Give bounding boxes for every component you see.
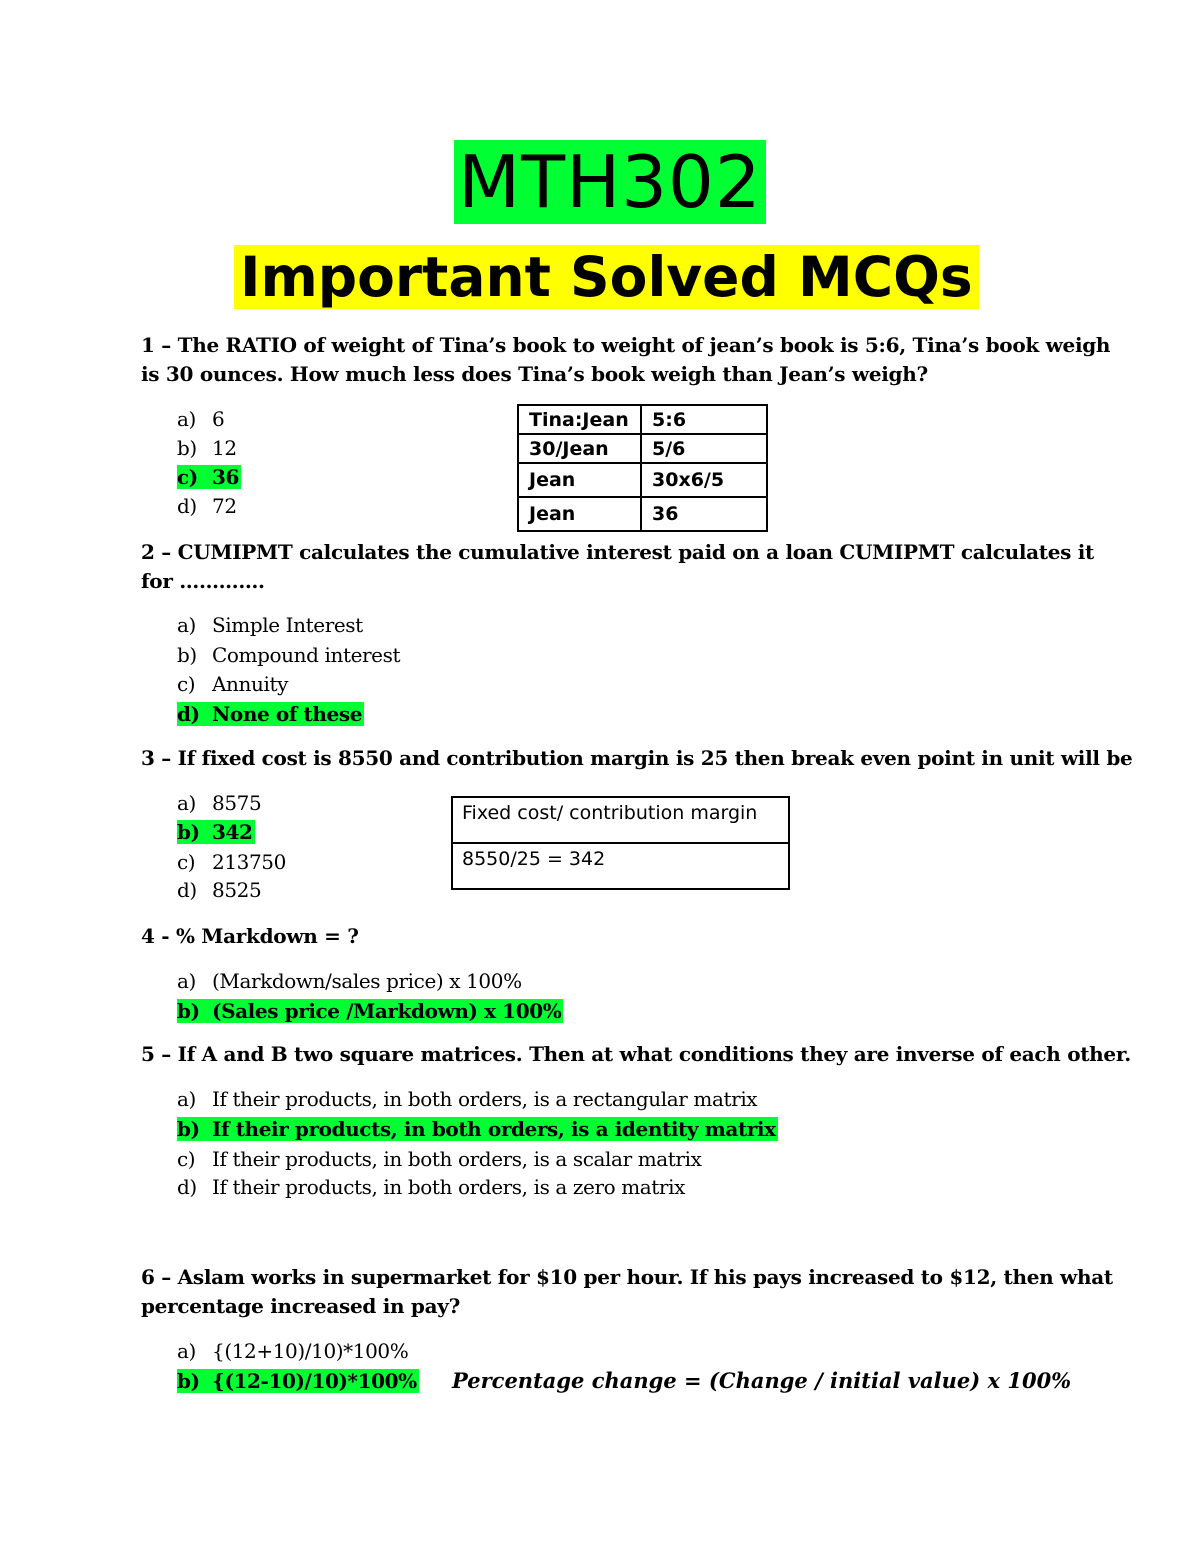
table-cell-text: 8550/25 = 342 xyxy=(462,848,606,870)
option-letter: d) xyxy=(177,1175,197,1199)
table-cell xyxy=(452,797,789,843)
option-letter: b) xyxy=(177,1369,200,1393)
option xyxy=(177,670,288,699)
question-3 xyxy=(141,744,1133,773)
option xyxy=(177,1337,408,1366)
question-text-line: percentage increased in pay? xyxy=(141,1294,461,1318)
option-text: None of these xyxy=(212,702,363,726)
question-text-line: 1 – The RATIO of weight of Tina’s book to weight of jean’s book is 5:6, Tina’s book weigh xyxy=(141,333,1111,357)
table-cell: 36 xyxy=(641,497,767,531)
option-text: {(12-10)/10)*100% xyxy=(212,1369,417,1393)
option-letter: c) xyxy=(177,850,196,874)
option-correct xyxy=(177,700,364,729)
option-text: 342 xyxy=(212,820,253,844)
option-text: If their products, in both orders, is a rectangular matrix xyxy=(212,1087,758,1111)
option-letter: b) xyxy=(177,436,197,460)
option-letter: d) xyxy=(177,494,197,518)
option-letter: b) xyxy=(177,820,200,844)
document-subtitle: Important Solved MCQs xyxy=(234,245,979,309)
table-cell: 30/Jean xyxy=(518,434,641,463)
option xyxy=(177,848,286,877)
option-text: 8575 xyxy=(212,791,262,815)
ratio-table xyxy=(517,404,768,532)
option-text: 12 xyxy=(212,436,237,460)
table-cell-text: Fixed cost/ contribution margin xyxy=(462,802,758,824)
question-text-line: is 30 ounces. How much less does Tina’s book weigh than Jean’s weigh? xyxy=(141,362,928,386)
option-letter: a) xyxy=(177,969,196,993)
table-cell: 5:6 xyxy=(641,405,767,434)
option-letter: d) xyxy=(177,878,197,902)
question-text-line: 3 – If fixed cost is 8550 and contribution margin is 25 then break even point in unit will be xyxy=(141,746,1133,770)
option-letter: a) xyxy=(177,407,196,431)
option xyxy=(177,641,400,670)
option xyxy=(177,1145,701,1174)
option-letter: b) xyxy=(177,1117,200,1141)
question-4 xyxy=(141,922,1071,951)
table-cell xyxy=(452,843,789,889)
option-correct xyxy=(177,818,255,847)
table-cell: 30x6/5 xyxy=(641,463,767,497)
option-correct xyxy=(177,1115,778,1144)
question-6 xyxy=(141,1263,1113,1321)
percentage-change-formula: Percentage change = (Change / initial value) x 100% xyxy=(452,1368,1072,1393)
option-letter: b) xyxy=(177,643,197,667)
table-cell: Tina:Jean xyxy=(518,405,641,434)
option-text: Compound interest xyxy=(212,643,401,667)
option xyxy=(177,405,224,434)
option xyxy=(177,789,261,818)
option-text: 6 xyxy=(212,407,225,431)
table-cell: 5/6 xyxy=(641,434,767,463)
option-text: 72 xyxy=(212,494,237,518)
option-text: 8525 xyxy=(212,878,262,902)
question-2 xyxy=(141,538,1094,596)
option xyxy=(177,876,261,905)
option-correct xyxy=(177,1367,419,1396)
option-letter: a) xyxy=(177,791,196,815)
question-text-line: for …………. xyxy=(141,569,265,593)
option-letter: c) xyxy=(177,1147,196,1171)
question-1 xyxy=(141,331,1111,389)
table-cell: Jean xyxy=(518,463,641,497)
option xyxy=(177,611,363,640)
option-letter: a) xyxy=(177,613,196,637)
option-correct xyxy=(177,463,241,492)
question-text-line: 2 – CUMIPMT calculates the cumulative interest paid on a loan CUMIPMT calculates it xyxy=(141,540,1094,564)
option-letter: a) xyxy=(177,1087,196,1111)
option-text: Simple Interest xyxy=(212,613,363,637)
question-text-line: 4 - % Markdown = ? xyxy=(141,924,359,948)
option-letter: a) xyxy=(177,1339,196,1363)
break-even-table xyxy=(451,796,790,890)
option-correct xyxy=(177,997,563,1026)
question-5 xyxy=(141,1040,1131,1069)
option-text: (Sales price /Markdown) x 100% xyxy=(212,999,562,1023)
option xyxy=(177,1173,685,1202)
option-text: 213750 xyxy=(212,850,286,874)
option-letter: d) xyxy=(177,702,200,726)
option xyxy=(177,492,237,521)
option-letter: c) xyxy=(177,672,196,696)
question-text-line: 6 – Aslam works in supermarket for $10 per hour. If his pays increased to $12, then what xyxy=(141,1265,1113,1289)
option xyxy=(177,967,522,996)
option-letter: b) xyxy=(177,999,200,1023)
document-title: MTH302 xyxy=(454,140,766,224)
table-cell: Jean xyxy=(518,497,641,531)
option-letter: c) xyxy=(177,465,198,489)
option-text: If their products, in both orders, is a identity matrix xyxy=(212,1117,776,1141)
question-text-line: 5 – If A and B two square matrices. Then at what conditions they are inverse of each other. xyxy=(141,1042,1131,1066)
option-text: 36 xyxy=(212,465,240,489)
option-text: If their products, in both orders, is a scalar matrix xyxy=(212,1147,702,1171)
option-text: (Markdown/sales price) x 100% xyxy=(212,969,522,993)
option-text: {(12+10)/10)*100% xyxy=(212,1339,409,1363)
option-text: If their products, in both orders, is a zero matrix xyxy=(212,1175,685,1199)
option xyxy=(177,1085,757,1114)
option-text: Annuity xyxy=(212,672,289,696)
option xyxy=(177,434,237,463)
